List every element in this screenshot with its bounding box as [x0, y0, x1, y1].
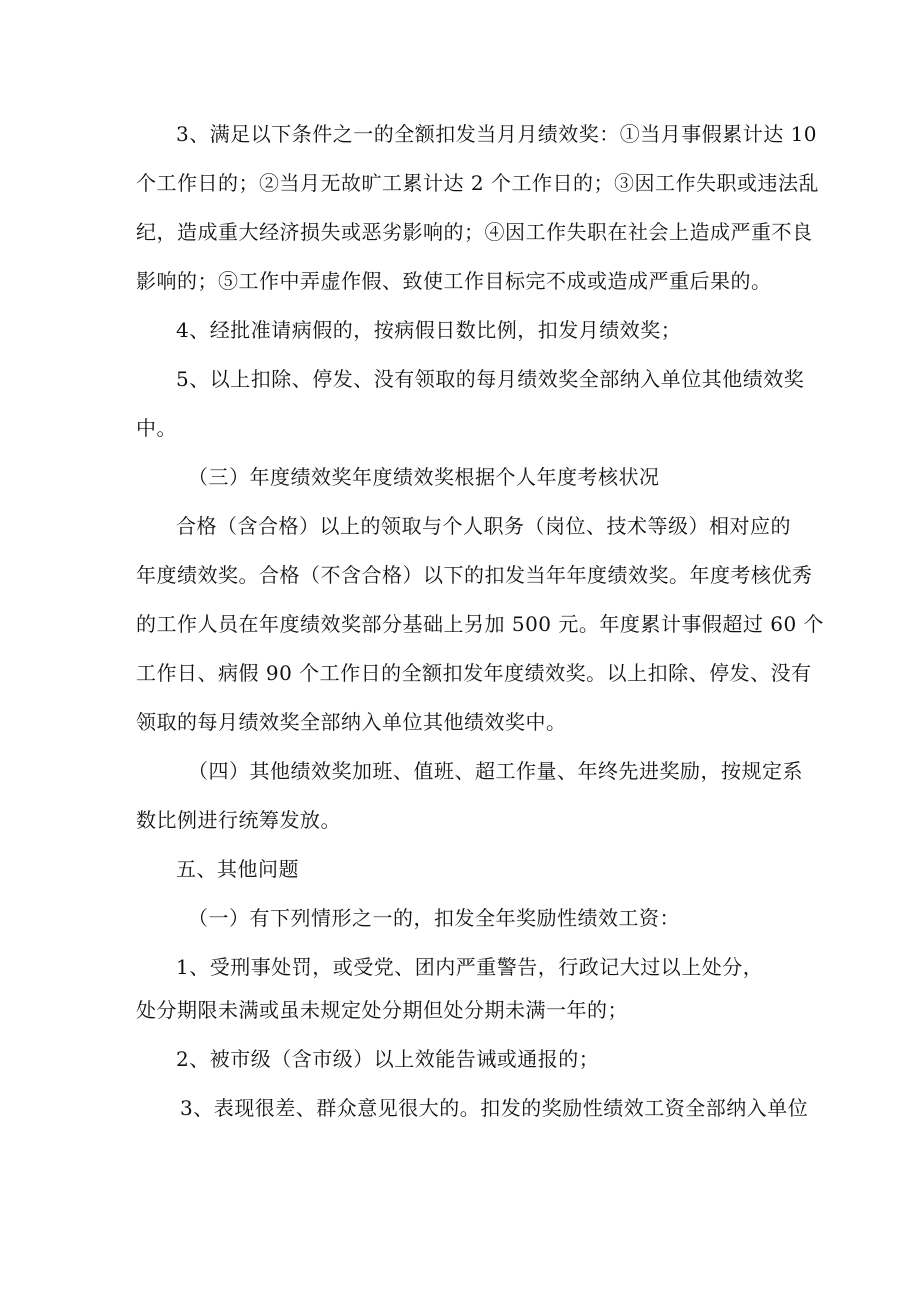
paragraph-line: 领取的每月绩效奖全部纳入单位其他绩效奖中。	[136, 710, 567, 734]
paragraph-line: 纪，造成重大经济损失或恶劣影响的；④因工作失职在社会上造成严重不良	[136, 220, 813, 244]
paragraph-line: 4、经批准请病假的，按病假日数比例，扣发月绩效奖；	[176, 318, 682, 342]
paragraph-line: 影响的；⑤工作中弄虚作假、致使工作目标完不成或造成严重后果的。	[136, 269, 772, 293]
paragraph-line: 工作日、病假 90 个工作日的全额扣发年度绩效奖。以上扣除、停发、没有	[136, 661, 812, 685]
paragraph-line: 年度绩效奖。合格（不含合格）以下的扣发当年年度绩效奖。年度考核优秀	[136, 563, 813, 587]
paragraph-line: 2、被市级（含市级）以上效能告诫或通报的；	[176, 1047, 600, 1071]
paragraph-line: 中。	[136, 416, 177, 440]
paragraph-line: 数比例进行统筹发放。	[136, 808, 341, 832]
paragraph-line: 合格（含合格）以上的领取与个人职务（岗位、技术等级）相对应的	[176, 514, 791, 538]
paragraph-line: 3、表现很差、群众意见很大的。扣发的奖励性绩效工资全部纳入单位	[180, 1096, 809, 1120]
paragraph-line: 5、以上扣除、停发、没有领取的每月绩效奖全部纳入单位其他绩效奖	[176, 367, 805, 391]
section-heading: 五、其他问题	[176, 857, 299, 881]
section-heading: （一）有下列情形之一的，扣发全年奖励性绩效工资：	[188, 906, 680, 930]
paragraph-line: 处分期限未满或虽未规定处分期但处分期未满一年的；	[136, 998, 628, 1022]
section-heading: （四）其他绩效奖加班、值班、超工作量、年终先进奖励，按规定系	[188, 759, 803, 783]
paragraph-line: 1、受刑事处罚，或受党、团内严重警告，行政记大过以上处分，	[176, 955, 764, 979]
paragraph-line: 的工作人员在年度绩效奖部分基础上另加 500 元。年度累计事假超过 60 个	[136, 612, 825, 636]
paragraph-line: 个工作日的；②当月无故旷工累计达 2 个工作日的；③因工作失职或违法乱	[136, 171, 819, 195]
paragraph-line: 3、满足以下条件之一的全额扣发当月月绩效奖：①当月事假累计达 10	[176, 122, 818, 146]
section-heading: （三）年度绩效奖年度绩效奖根据个人年度考核状况	[188, 465, 660, 489]
